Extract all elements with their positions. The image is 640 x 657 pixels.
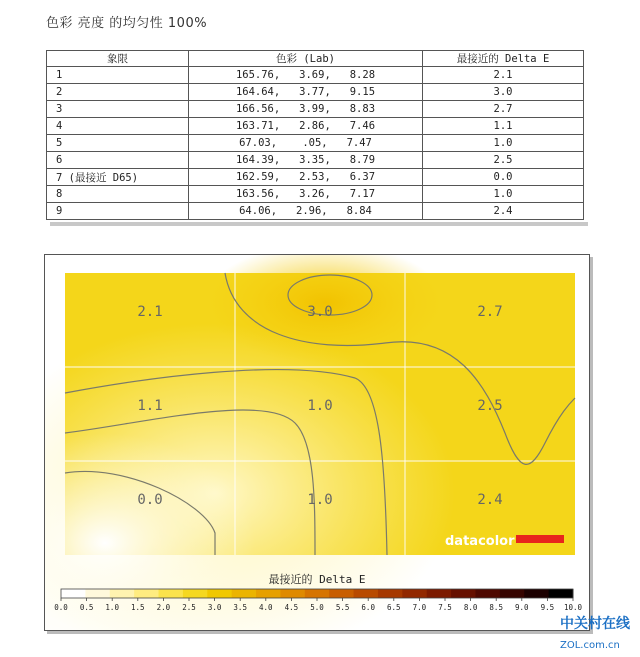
- cell-lab: 166.56, 3.99, 8.83: [189, 101, 423, 118]
- cell-quadrant: 5: [47, 135, 189, 152]
- legend-tick-label: 0.0: [54, 603, 68, 612]
- page-title: 色彩 亮度 的均匀性 100%: [46, 16, 208, 31]
- brand-logo-text: datacolor: [445, 534, 515, 549]
- legend-tick-label: 6.5: [387, 603, 401, 612]
- table-row: [47, 118, 584, 135]
- cell-quadrant: 2: [47, 84, 189, 101]
- legend-swatch: [524, 589, 549, 598]
- legend-tick-label: 2.0: [156, 603, 171, 612]
- brand-logo-bar: [516, 535, 564, 543]
- cell-delta-e: 0.0: [423, 169, 584, 186]
- cell-lab: 67.03, .05, 7.47: [189, 135, 423, 152]
- cell-value-label: 2.1: [137, 304, 163, 320]
- cell-value-label: 1.0: [307, 398, 333, 414]
- uniformity-heatmap: [45, 255, 589, 630]
- heatmap-panel: [44, 254, 590, 631]
- cell-quadrant: 6: [47, 152, 189, 169]
- cell-quadrant: 1: [47, 67, 189, 84]
- legend-swatch: [256, 589, 281, 598]
- cell-value-label: 2.5: [477, 398, 503, 414]
- table-row: [47, 169, 584, 186]
- legend-swatch: [402, 589, 427, 598]
- legend-swatch: [549, 589, 574, 598]
- legend-swatch: [427, 589, 452, 598]
- legend-tick-label: 2.5: [182, 603, 196, 612]
- cell-value-label: 3.0: [307, 304, 333, 320]
- legend-tick-label: 10.0: [563, 603, 583, 612]
- cell-delta-e: 3.0: [423, 84, 584, 101]
- cell-value-label: 1.1: [137, 398, 163, 414]
- cell-quadrant: 7 (最接近 D65): [47, 169, 189, 186]
- cell-delta-e: 2.7: [423, 101, 584, 118]
- legend-swatch: [475, 589, 500, 598]
- legend-swatch: [378, 589, 403, 598]
- cell-quadrant: 3: [47, 101, 189, 118]
- lab-table: [46, 50, 584, 220]
- cell-lab: 163.71, 2.86, 7.46: [189, 118, 423, 135]
- table-row: [47, 203, 584, 220]
- legend-swatch: [61, 589, 86, 598]
- legend-swatch: [354, 589, 379, 598]
- legend-tick-label: 9.5: [540, 603, 555, 612]
- watermark-en: ZOL.com.cn: [560, 640, 620, 651]
- cell-quadrant: 9: [47, 203, 189, 220]
- legend-swatch: [110, 589, 135, 598]
- legend-swatch: [207, 589, 232, 598]
- legend-swatch: [183, 589, 208, 598]
- legend-tick-label: 9.0: [515, 603, 529, 612]
- legend-swatch: [451, 589, 476, 598]
- cell-delta-e: 1.0: [423, 186, 584, 203]
- cell-lab: 164.39, 3.35, 8.79: [189, 152, 423, 169]
- legend-swatch: [134, 589, 159, 598]
- cell-delta-e: 2.1: [423, 67, 584, 84]
- legend-swatch: [232, 589, 257, 598]
- cell-quadrant: 8: [47, 186, 189, 203]
- watermark-zh: 中关村在线: [560, 616, 630, 632]
- table-row: [47, 67, 584, 84]
- header-delta-e: 最接近的 Delta E: [423, 51, 584, 67]
- cell-delta-e: 1.1: [423, 118, 584, 135]
- cell-lab: 64.06, 2.96, 8.84: [189, 203, 423, 220]
- legend-tick-label: 1.5: [131, 603, 145, 612]
- cell-value-label: 0.0: [137, 492, 163, 508]
- legend-swatch: [305, 589, 330, 598]
- legend-swatch: [159, 589, 184, 598]
- cell-lab: 165.76, 3.69, 8.28: [189, 67, 423, 84]
- legend-tick-label: 1.0: [105, 603, 119, 612]
- legend-swatch: [500, 589, 525, 598]
- legend-tick-label: 4.5: [284, 603, 299, 612]
- table-row: [47, 152, 584, 169]
- header-quadrant: 象限: [47, 51, 189, 67]
- cell-lab: 163.56, 3.26, 7.17: [189, 186, 423, 203]
- table-header-row: [47, 51, 584, 67]
- legend-tick-label: 7.0: [412, 603, 427, 612]
- cell-value-label: 1.0: [307, 492, 333, 508]
- legend-tick-label: 5.5: [335, 603, 350, 612]
- header-lab: 色彩 (Lab): [189, 51, 423, 67]
- watermark-logo: [560, 613, 630, 652]
- legend-tick-label: 8.5: [489, 603, 503, 612]
- table-row: [47, 84, 584, 101]
- cell-delta-e: 2.4: [423, 203, 584, 220]
- legend-tick-label: 7.5: [438, 603, 452, 612]
- cell-lab: 162.59, 2.53, 6.37: [189, 169, 423, 186]
- legend-title: 最接近的 Delta E: [268, 573, 366, 586]
- table-shadow: [50, 222, 588, 226]
- legend-swatch: [280, 589, 305, 598]
- legend-swatch: [329, 589, 354, 598]
- table-row: [47, 101, 584, 118]
- legend-tick-label: 8.0: [463, 603, 478, 612]
- cell-delta-e: 1.0: [423, 135, 584, 152]
- legend-tick-label: 5.0: [310, 603, 324, 612]
- legend-tick-label: 3.5: [233, 603, 247, 612]
- table-row: [47, 135, 584, 152]
- cell-lab: 164.64, 3.77, 9.15: [189, 84, 423, 101]
- lab-table-container: [46, 50, 584, 220]
- legend-swatch: [85, 589, 110, 598]
- legend-tick-label: 3.0: [207, 603, 222, 612]
- cell-value-label: 2.4: [477, 492, 503, 508]
- table-row: [47, 186, 584, 203]
- legend-tick-label: 0.5: [79, 603, 94, 612]
- cell-delta-e: 2.5: [423, 152, 584, 169]
- legend-tick-label: 6.0: [361, 603, 375, 612]
- cell-value-label: 2.7: [477, 304, 503, 320]
- legend-tick-label: 4.0: [259, 603, 273, 612]
- cell-quadrant: 4: [47, 118, 189, 135]
